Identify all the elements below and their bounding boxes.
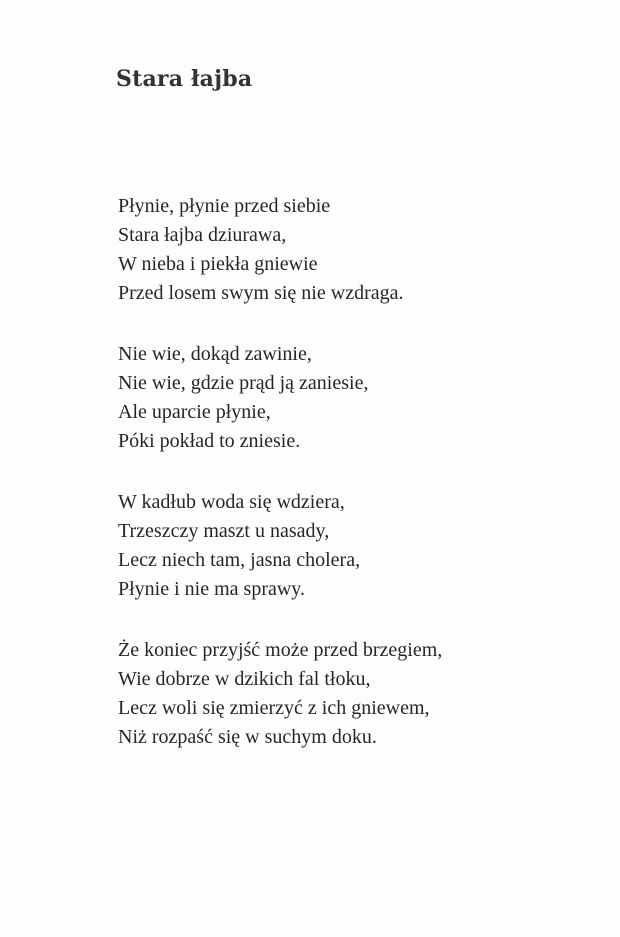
poem-line: Ale uparcie płynie, — [118, 401, 271, 423]
poem-line: Przed losem swym się nie wzdraga. — [118, 282, 404, 304]
poem-line: Póki pokład to zniesie. — [118, 430, 301, 452]
poem-line: Niż rozpaść się w suchym doku. — [118, 726, 377, 748]
poem-line: Stara łajba dziurawa, — [118, 224, 287, 246]
poem-line: Płynie, płynie przed siebie — [118, 195, 331, 217]
poem-title: Stara łajba — [116, 66, 253, 92]
poem-line: Lecz woli się zmierzyć z ich gniewem, — [118, 697, 430, 719]
stanza — [118, 192, 442, 308]
poem-body — [118, 192, 442, 784]
poem-line: Nie wie, dokąd zawinie, — [118, 343, 312, 365]
poem-line: Płynie i nie ma sprawy. — [118, 578, 306, 600]
poem-line: W kadłub woda się wdziera, — [118, 491, 345, 513]
poem-line: W nieba i piekła gniewie — [118, 253, 318, 275]
stanza — [118, 636, 442, 752]
stanza — [118, 340, 442, 456]
poem-line: Wie dobrze w dzikich fal tłoku, — [118, 668, 371, 690]
stanza — [118, 488, 442, 604]
poem-line: Nie wie, gdzie prąd ją zaniesie, — [118, 372, 369, 394]
poem-line: Lecz niech tam, jasna cholera, — [118, 549, 361, 571]
poem-line: Trzeszczy maszt u nasady, — [118, 520, 330, 542]
poem-line: Że koniec przyjść może przed brzegiem, — [118, 639, 443, 661]
